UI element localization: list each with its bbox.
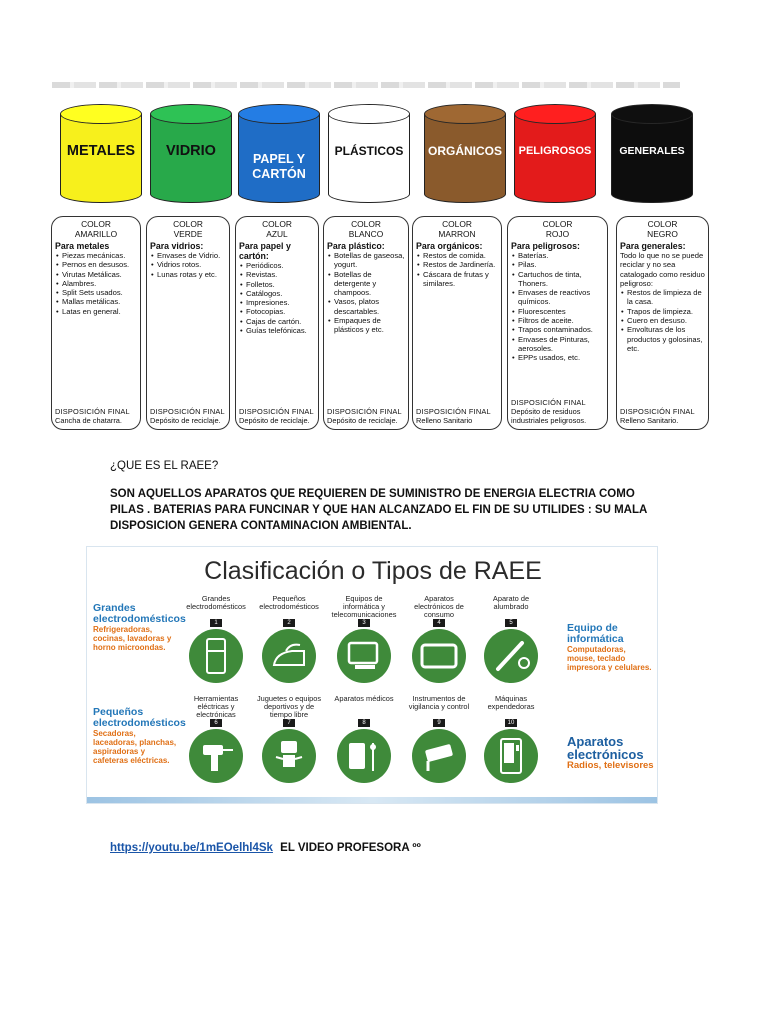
bin-lid [611,104,693,124]
card-2 [146,216,230,430]
card-item: • Restos de limpieza de la casa. [627,288,705,307]
card-item: • Folletos. [246,280,315,289]
raee-category-number: 9 [433,719,445,727]
card-item: • Pilas. [518,260,604,269]
card-title [327,219,405,239]
card-item: • Guías telefónicas. [246,326,315,335]
card-item: • Cáscara de frutas y similares. [423,270,498,289]
bin-lid [150,104,232,124]
card-item: • EPPs usados, etc. [518,353,604,362]
card-final-disposal [327,407,408,425]
card-item: • Trapos contaminados. [518,325,604,334]
card-item: • Empaques de plásticos y etc. [334,316,405,335]
side-text: Computadoras, mouse, teclado impresora y celulares. [567,645,652,672]
card-item: • Lunas rotas y etc. [157,270,226,279]
card-7 [616,216,709,430]
card-item: • Latas en general. [62,307,137,316]
bin-1 [60,104,142,204]
card-subtitle: Para metales [55,241,110,251]
bin-label: PLÁSTICOS [334,144,404,158]
raee-classification-panel [86,546,658,804]
bin-4 [328,104,410,204]
bin-lid [514,104,596,124]
bin-label: PELIGROSOS [518,145,592,157]
card-final-disposal [150,407,231,425]
drill-icon [189,729,243,783]
disposal-title: DISPOSICIÓN FINAL [150,407,225,416]
raee-category-number: 8 [358,719,370,727]
card-item: • Virutas Metálicas. [62,270,137,279]
card-items [327,251,405,335]
side-text: Refrigeradoras, cocinas, lavadoras y horno microondas. [93,625,172,652]
side-small-appliances [93,706,186,765]
card-item: • Pernos en desusos. [62,260,137,269]
card-items [150,251,226,279]
card-color-label: COLOR [542,219,573,229]
card-item: • Alambres. [62,279,137,288]
card-item: • Baterías. [518,251,604,260]
card-item: • Piezas mecánicas. [62,251,137,260]
disposal-title: DISPOSICIÓN FINAL [55,407,130,416]
raee-category-number: 5 [505,619,517,627]
bin-lid [238,104,320,124]
card-items [239,261,315,335]
bin-2 [150,104,232,204]
disposal-text: Depósito de reciclaje. [327,416,398,425]
disposal-text: Cancha de chatarra. [55,416,122,425]
card-item: • Envases de Pinturas, aerosoles. [518,335,604,354]
bin-5 [424,104,506,204]
side-it-equipment [567,623,655,672]
card-subtitle: Para generales: [620,241,686,251]
lamp-icon [484,629,538,683]
raee-category-label: Pequeños electrodomésticos [259,594,319,611]
card-item: • Envolturas de los productos y golosinas, etc. [627,325,705,353]
card-color-label: COLOR [262,219,292,229]
card-item: • Vasos, platos descartables. [334,297,405,316]
disposal-title: DISPOSICIÓN FINAL [327,407,402,416]
disposal-text: Depósito de residuos industriales peligrosos. [511,407,587,425]
disposal-text: Relleno Sanitario. [620,416,679,425]
card-color-label: COLOR [442,219,472,229]
raee-category-number: 2 [283,619,295,627]
bin-label: GENERALES [619,145,685,157]
card-color-name: BLANCO [348,229,384,239]
card-1 [51,216,141,430]
side-heading: Equipo de informática [567,622,624,645]
raee-category-label: Aparatos electrónicos de consumo [414,594,464,619]
card-final-disposal [620,407,701,425]
card-intro: Todo lo que no se puede reciclar y no sea catalogado como residuo peligroso: [620,251,705,288]
vending-icon [484,729,538,783]
raee-category-number: 7 [283,719,295,727]
card-item: • Cartuchos de tinta, Thoners. [518,270,604,289]
raee-definition: SON AQUELLOS APARATOS QUE REQUIEREN DE SUMINISTRO DE ENERGIA ELECTRIA COMO PILAS . BATERIAS PARA FUNCINAR Y QUE HAN ALCANZADO EL FIN DE SU UTILIDES : SU MALA DISPOSICION GENERA CONTAMINACION AMBIENTAL. [110,488,647,532]
card-color-name: VERDE [173,229,203,239]
card-item: • Catálogos. [246,289,315,298]
raee-category-number: 1 [210,619,222,627]
card-item: • Fluorescentes [518,307,604,316]
disposal-text: Depósito de reciclaje. [150,416,221,425]
card-subtitle: Para vidrios: [150,241,204,251]
raee-category-label: Aparato de alumbrado [492,594,530,611]
bin-6 [514,104,596,204]
card-item: • Restos de Jardinería. [423,260,498,269]
tv-icon [412,629,466,683]
card-item: • Envases de Vidrio. [157,251,226,260]
disposal-text: Depósito de reciclaje. [239,416,310,425]
iron-icon [262,629,316,683]
card-item: • Periódicos. [246,261,315,270]
card-title [55,219,137,239]
top-header-line [52,82,680,88]
card-item: • Cajas de cartón. [246,317,315,326]
card-items [620,288,705,353]
bin-label: PAPEL Y CARTÓN [252,152,306,181]
card-item: • Fotocopias. [246,307,315,316]
xray-icon [337,729,391,783]
card-title [511,219,604,239]
disposal-title: DISPOSICIÓN FINAL [511,398,586,407]
bin-lid [424,104,506,124]
computer-icon [337,629,391,683]
card-title [416,219,498,239]
card-color-name: AZUL [266,229,288,239]
card-subtitle: Para plástico: [327,241,385,251]
card-item: • Filtros de aceite. [518,316,604,325]
card-items [511,251,604,363]
card-item: • Mallas metálicas. [62,297,137,306]
raee-category-label: Instrumentos de vigilancia y control [408,694,470,711]
raee-category-number: 4 [433,619,445,627]
side-heading: Grandes electrodomésticos [93,602,186,625]
card-final-disposal [416,407,497,425]
disposal-title: DISPOSICIÓN FINAL [239,407,314,416]
card-3 [235,216,319,430]
youtube-link[interactable]: https://youtu.be/1mEOelhl4Sk [110,842,273,854]
disposal-text: Relleno Sanitario [416,416,473,425]
raee-category-number: 6 [210,719,222,727]
card-color-name: MARRON [438,229,476,239]
side-heading: Pequeños electrodomésticos [93,706,186,729]
bin-label: METALES [66,143,136,159]
card-item: • Vidrios rotos. [157,260,226,269]
bin-lid [60,104,142,124]
card-subtitle: Para orgánicos: [416,241,483,251]
card-item: • Cuero en desuso. [627,316,705,325]
disposal-title: DISPOSICIÓN FINAL [620,407,695,416]
bin-label: ORGÁNICOS [427,144,502,158]
bin-3 [238,104,320,204]
card-color-label: COLOR [351,219,381,229]
side-electronic-devices [567,735,655,771]
card-title [620,219,705,239]
card-subtitle: Para papel y cartón: [239,241,291,261]
raee-question: ¿QUE ES EL RAEE? [110,460,219,472]
raee-category-number: 3 [358,619,370,627]
panel-bottom-bar [87,797,657,803]
disposal-title: DISPOSICIÓN FINAL [416,407,491,416]
card-color-name: NEGRO [647,229,678,239]
card-title [150,219,226,239]
card-color-name: ROJO [545,229,570,239]
card-4 [323,216,409,430]
card-item: • Revistas. [246,270,315,279]
side-text: Radios, televisores [567,760,654,771]
card-6 [507,216,608,430]
card-final-disposal [511,398,592,425]
card-item: • Botellas de detergente y champoos. [334,270,405,298]
card-color-name: AMARILLO [74,229,118,239]
card-final-disposal [55,407,136,425]
bin-7 [611,104,693,204]
raee-category-label: Equipos de informática y telecomunicaciones [331,594,397,619]
raee-category-label: Juguetes o equipos deportivos y de tiempo libre [256,694,322,719]
side-text: Secadoras, laceadoras, planchas, aspiradoras y cafeteras eléctricas. [93,729,177,765]
raee-category-label: Aparatos médicos [334,694,394,703]
side-large-appliances [93,602,186,652]
raee-title: Clasificación o Tipos de RAEE [204,557,542,585]
card-5 [412,216,502,430]
camera-icon [412,729,466,783]
side-heading: Aparatos electrónicos [567,734,644,762]
raee-category-label: Herramientas eléctricas y electrónicas [193,694,239,719]
card-item: • Envases de reactivos químicos. [518,288,604,307]
video-link-caption: EL VIDEO PROFESORA ºº [280,842,421,854]
card-subtitle: Para peligrosos: [511,241,580,251]
card-color-label: COLOR [647,219,678,229]
card-title [239,219,315,239]
fridge-icon [189,629,243,683]
card-item: • Trapos de limpieza. [627,307,705,316]
raee-category-label: Máquinas expendedoras [487,694,535,711]
raee-category-number: 10 [505,719,517,727]
card-items [416,251,498,288]
card-final-disposal [239,407,320,425]
bin-label: VIDRIO [166,143,216,159]
card-item: • Botellas de gaseosa, yogurt. [334,251,405,270]
card-color-label: COLOR [81,219,111,229]
robot-icon [262,729,316,783]
card-items [55,251,137,316]
card-item: • Restos de comida. [423,251,498,260]
bin-lid [328,104,410,124]
card-item: • Impresiones. [246,298,315,307]
card-color-label: COLOR [173,219,203,229]
video-link-line [110,842,421,854]
raee-category-label: Grandes electrodomésticos [186,594,246,611]
card-item: • Split Sets usados. [62,288,137,297]
